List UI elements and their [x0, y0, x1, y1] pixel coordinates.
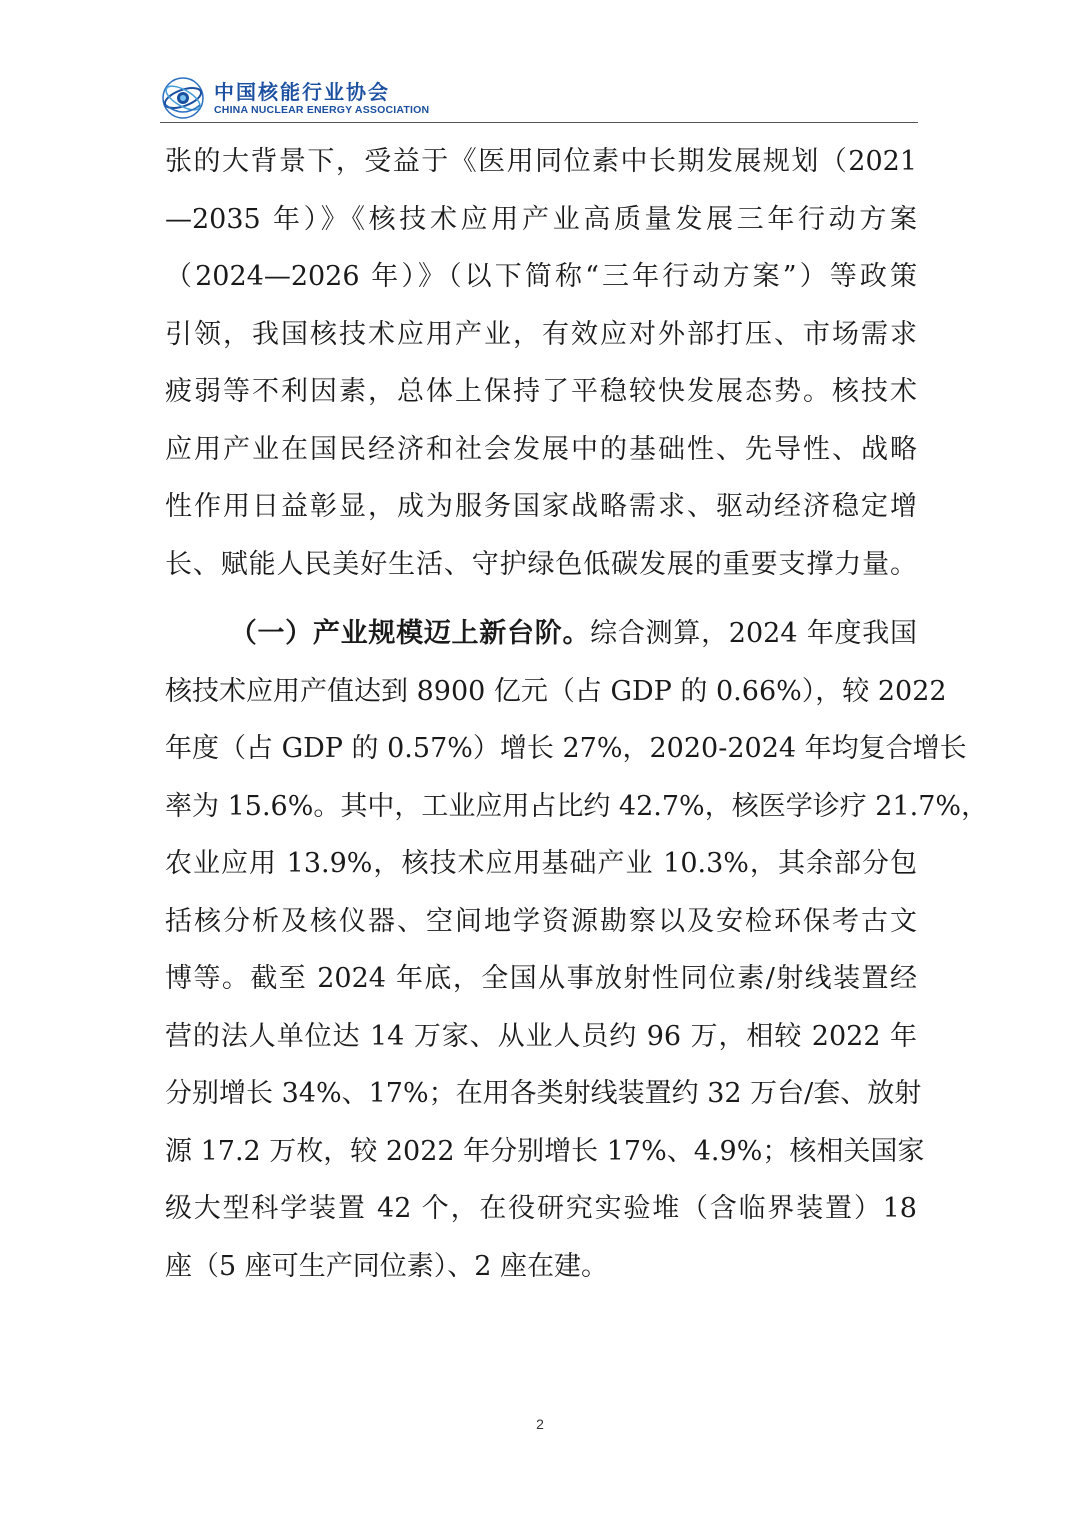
text-line-first — [165, 605, 917, 663]
text-line: 营的法人单位达 14 万家、从业人员约 96 万，相较 2022 年 — [165, 1020, 917, 1052]
globe-atom-logo-icon — [160, 75, 206, 121]
paragraph-spacer — [165, 593, 917, 605]
paragraph-2 — [165, 605, 989, 1295]
document-header — [160, 72, 920, 124]
text-line: 长、赋能人民美好生活、守护绿色低碳发展的重要支撑力量。 — [165, 548, 917, 580]
section-heading: （一）产业规模迈上新台阶。 — [229, 618, 591, 649]
text-line: 应用产业在国民经济和社会发展中的基础性、先导性、战略 — [165, 433, 917, 465]
text-line: 张的大背景下，受益于《医用同位素中长期发展规划（2021 — [165, 146, 917, 177]
document-body — [165, 133, 989, 1295]
text-line: （2024—2026 年）》（以下简称“三年行动方案”）等政策 — [165, 261, 917, 292]
org-name-cn: 中国核能行业协会 — [214, 79, 390, 104]
text-line: 农业应用 13.9%，核技术应用基础产业 10.3%，其余部分包 — [165, 848, 917, 879]
page-number: 2 — [536, 1416, 544, 1432]
header-divider — [160, 122, 918, 123]
text-line-last: 座（5 座可生产同位素）、2 座在建。 — [165, 1250, 609, 1282]
text-line: 疲弱等不利因素，总体上保持了平稳较快发展态势。核技术 — [165, 376, 917, 407]
text-line: 分别增长 34%、17%；在用各类射线装置约 32 万台/套、放射 — [165, 1078, 922, 1109]
org-name-en: CHINA NUCLEAR ENERGY ASSOCIATION — [214, 103, 430, 116]
text-line: 率为 15.6%。其中，工业应用占比约 42.7%，核医学诊疗 21.7%， — [165, 790, 989, 822]
text-line: 性作用日益彰显，成为服务国家战略需求、驱动经济稳定增 — [165, 491, 917, 522]
text-run: 综合测算，2024 年度我国 — [590, 618, 918, 649]
text-line: 核技术应用产值达到 8900 亿元（占 GDP 的 0.66%），较 2022 — [165, 675, 947, 707]
text-line: 括核分析及核仪器、空间地学资源勘察以及安检环保考古文 — [165, 905, 917, 937]
text-line: 引领，我国核技术应用产业，有效应对外部打压、市场需求 — [165, 318, 917, 350]
text-line: 年度（占 GDP 的 0.57%）增长 27%，2020-2024 年均复合增长 — [165, 733, 967, 764]
text-line: 博等。截至 2024 年底，全国从事放射性同位素/射线装置经 — [165, 963, 917, 994]
text-line: 级大型科学装置 42 个，在役研究实验堆（含临界装置）18 — [165, 1193, 917, 1224]
text-line: 源 17.2 万枚，较 2022 年分别增长 17%、4.9%；核相关国家 — [165, 1135, 925, 1167]
org-name-block — [214, 81, 429, 116]
text-line: —2035 年）》《核技术应用产业高质量发展三年行动方案 — [165, 203, 917, 235]
paragraph-1 — [165, 133, 917, 593]
